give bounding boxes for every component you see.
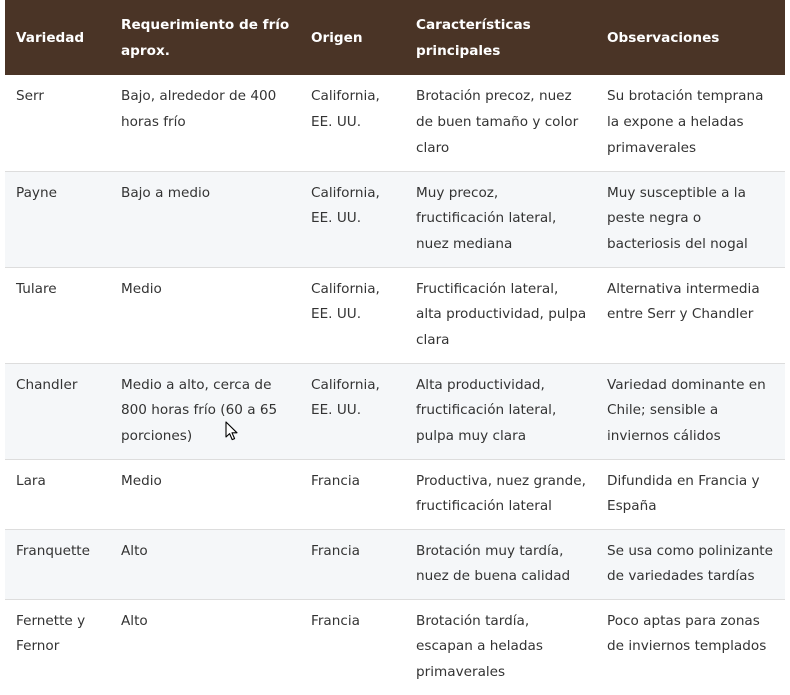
cell-observaciones: Poco aptas para zonas de inviernos templados [607, 612, 767, 655]
cell-observaciones: Difundida en Francia y España [596, 459, 785, 529]
table-row [5, 459, 785, 529]
cell-origen: Francia [311, 612, 360, 629]
cell-origen: California, EE. UU. [300, 75, 405, 171]
cell-caracteristicas: Brotación tardía, escapan a heladas primaverales [416, 612, 543, 681]
cell-requerimiento-frio: Alto [121, 612, 148, 629]
cell-caracteristicas: Brotación precoz, nuez de buen tamaño y color claro [405, 75, 596, 171]
cell-origen: Francia [300, 529, 405, 599]
cell-observaciones: Variedad dominante en Chile; sensible a inviernos cálidos [596, 363, 785, 459]
cell-observaciones: Se usa como polinizante de variedades tardías [596, 529, 785, 599]
cell-requerimiento-frio: Bajo a medio [110, 171, 300, 267]
cell-observaciones: Su brotación temprana la expone a heladas primaverales [596, 75, 785, 171]
cell-origen: California, EE. UU. [300, 267, 405, 363]
cell-origen: Francia [300, 459, 405, 529]
cell-requerimiento-frio: Alto [110, 529, 300, 599]
table-row [5, 529, 785, 599]
cell-caracteristicas: Productiva, nuez grande, fructificación lateral [405, 459, 596, 529]
header-caracteristicas: Características principales [416, 16, 531, 59]
header-observaciones: Observaciones [607, 29, 720, 46]
table-row [5, 171, 785, 267]
cell-caracteristicas: Muy precoz, fructificación lateral, nuez mediana [405, 171, 596, 267]
table-header [5, 0, 785, 75]
cell-variedad: Franquette [5, 529, 110, 599]
table-row [5, 599, 785, 695]
header-requerimiento-frio: Requerimiento de frío aprox. [121, 16, 290, 59]
cell-requerimiento-frio: Medio [110, 459, 300, 529]
table-row [5, 267, 785, 363]
table-header-row [5, 0, 785, 75]
mouse-pointer-icon [225, 421, 239, 441]
table-body [5, 75, 785, 695]
cell-variedad: Payne [5, 171, 110, 267]
cell-observaciones: Alternativa intermedia entre Serr y Chandler [596, 267, 785, 363]
cell-caracteristicas: Brotación muy tardía, nuez de buena calidad [405, 529, 596, 599]
header-origen: Origen [311, 29, 363, 46]
cell-variedad: Chandler [5, 363, 110, 459]
cell-caracteristicas: Alta productividad, fructificación lateral, pulpa muy clara [405, 363, 596, 459]
table-row [5, 75, 785, 171]
cell-observaciones: Muy susceptible a la peste negra o bacteriosis del nogal [596, 171, 785, 267]
cell-variedad: Tulare [5, 267, 110, 363]
cell-variedad: Lara [5, 459, 110, 529]
cell-variedad: Serr [5, 75, 110, 171]
header-variedad: Variedad [16, 29, 85, 46]
cell-variedad: Fernette y Fernor [16, 612, 86, 655]
cell-requerimiento-frio: Medio [110, 267, 300, 363]
cell-requerimiento-frio: Medio a alto, cerca de 800 horas frío (60 a 65 porciones) [110, 363, 300, 459]
cell-origen: California, EE. UU. [300, 171, 405, 267]
table-row [5, 363, 785, 459]
cell-caracteristicas: Fructificación lateral, alta productividad, pulpa clara [405, 267, 596, 363]
cell-origen: California, EE. UU. [300, 363, 405, 459]
walnut-varieties-table [5, 0, 785, 695]
cell-requerimiento-frio: Bajo, alrededor de 400 horas frío [110, 75, 300, 171]
